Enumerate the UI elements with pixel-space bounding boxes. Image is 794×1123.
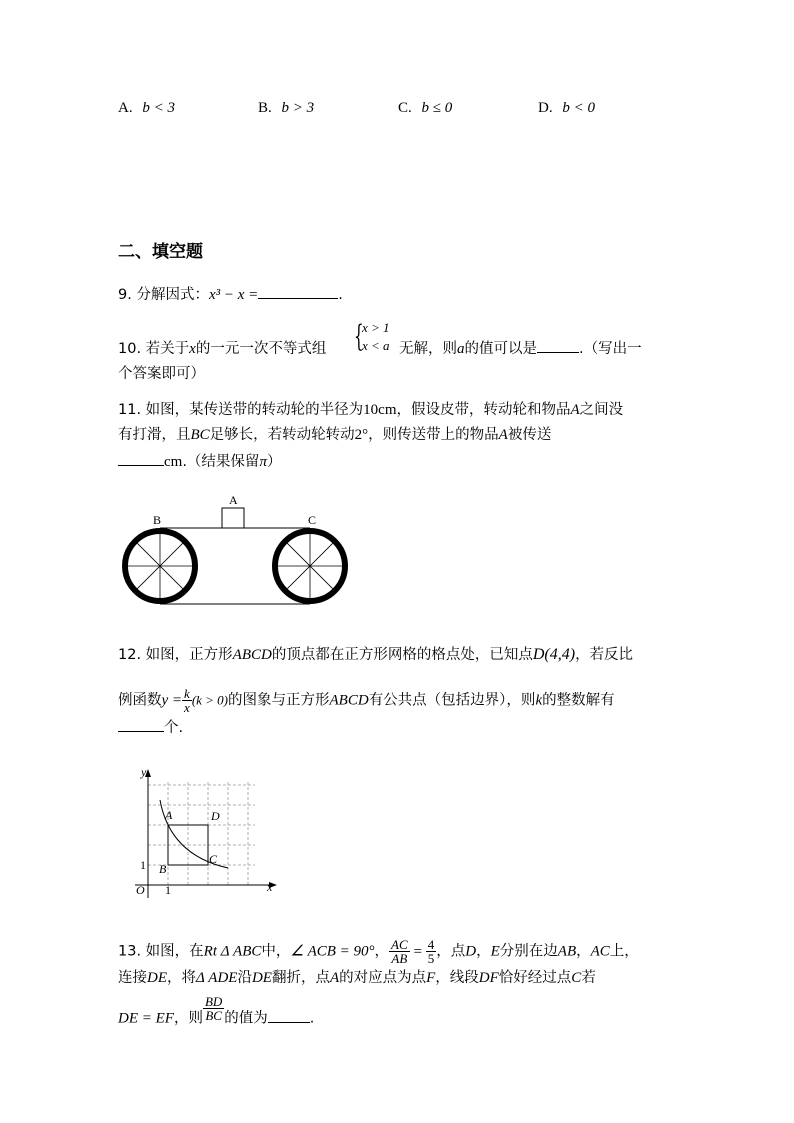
brace: {: [354, 319, 364, 354]
math-value: 2°: [354, 427, 369, 443]
question-number: 10.: [118, 341, 142, 357]
question-text: 的值可以是: [464, 341, 537, 357]
question-text: ，若反比: [575, 647, 634, 663]
math-var: F: [426, 970, 436, 986]
option-d: [538, 100, 595, 117]
question-12-line1: [118, 643, 633, 667]
inequality-2: x < a: [362, 338, 390, 353]
fraction-ac-ab: [389, 938, 410, 965]
option-c: [398, 100, 452, 117]
question-text: ，则: [173, 1010, 203, 1027]
tick-1-x: 1: [165, 883, 171, 897]
fraction-4-5: [426, 938, 437, 965]
math-var: A: [329, 970, 340, 986]
question-text: 如图，正方形: [145, 647, 233, 663]
numerator: BD: [204, 994, 223, 1009]
question-text: 翻折，点: [271, 970, 330, 986]
math-var: E: [490, 943, 500, 960]
question-text: ，: [374, 943, 390, 960]
wheel-left: [125, 531, 195, 601]
math-var: A: [498, 427, 508, 443]
option-letter: C.: [398, 100, 412, 116]
math-expr: Δ ADE: [196, 970, 238, 986]
question-text: .（写出一: [579, 341, 642, 357]
inequality-system: [354, 318, 404, 358]
tick-1-y: 1: [140, 858, 146, 872]
numerator: AC: [391, 937, 408, 952]
conveyor-figure: [115, 490, 360, 615]
fraction-k-over-x: [182, 687, 192, 714]
question-text: 有打滑，且: [118, 427, 191, 443]
numerator: k: [184, 686, 190, 701]
vertex-d: D: [211, 809, 220, 823]
option-a: [118, 100, 175, 117]
denominator: x: [184, 700, 190, 715]
math-var: DF: [478, 970, 499, 986]
question-text: .（结果保留: [182, 454, 260, 470]
math-expr: y =: [161, 692, 183, 709]
question-text: 的对应点为点: [339, 970, 427, 986]
math-expr: Rt Δ ABC: [203, 943, 262, 960]
question-13-line3: [118, 994, 315, 1032]
math-value: 10cm: [363, 402, 397, 418]
question-text: ，线段: [435, 970, 479, 986]
math-var: a: [457, 341, 465, 357]
math-var: C: [571, 970, 582, 986]
math-var: ABCD: [232, 647, 272, 663]
question-text: ，点: [436, 943, 466, 960]
fraction-bd-bc: [203, 995, 224, 1022]
grid-figure: [115, 760, 285, 902]
answer-blank[interactable]: [118, 717, 164, 732]
question-number: 12.: [118, 647, 142, 663]
question-11-line3: [118, 450, 281, 474]
question-number: 13.: [118, 943, 142, 960]
math-var: A: [570, 402, 580, 418]
vertex-c: C: [209, 852, 218, 866]
numerator: 4: [427, 937, 435, 952]
question-text: 若关于: [145, 341, 190, 357]
math-expr: x³ − x =: [208, 287, 259, 303]
question-text: 的顶点都在正方形网格的格点处，已知点: [271, 647, 533, 663]
denominator: AB: [391, 951, 408, 966]
vertex-a: A: [165, 808, 173, 822]
question-text: 若: [581, 970, 596, 986]
question-text: 恰好经过点: [498, 970, 572, 986]
label-b: B: [153, 513, 162, 527]
option-expr: b < 3: [142, 100, 175, 116]
question-text: 沿: [237, 970, 252, 986]
math-var: DE: [251, 970, 272, 986]
question-text: ，: [576, 943, 591, 960]
option-letter: D.: [538, 100, 553, 116]
axis-label-x: x: [267, 880, 273, 894]
label-c: C: [308, 513, 317, 527]
answer-blank[interactable]: [537, 338, 579, 353]
equals: =: [412, 943, 423, 960]
option-expr: b > 3: [281, 100, 315, 116]
question-text: 分别在边: [499, 943, 558, 960]
math-var: BC: [190, 427, 210, 443]
question-text: 例函数: [118, 692, 162, 709]
math-var: D: [465, 943, 477, 960]
denominator: BC: [205, 1008, 222, 1023]
option-letter: A.: [118, 100, 133, 116]
punct: .: [309, 1010, 315, 1027]
question-11-line2: [118, 423, 551, 447]
question-text: 如图，某传送带的转动轮的半径为: [145, 402, 364, 418]
math-expr: DE = EF: [118, 1010, 174, 1027]
question-text: 连接: [118, 970, 147, 986]
inequality-1: x > 1: [362, 320, 390, 335]
denominator: 5: [427, 951, 435, 966]
punct: .: [338, 287, 343, 303]
question-text: 中，: [261, 943, 291, 960]
question-text: 的值为: [224, 1010, 268, 1027]
math-var: x: [189, 341, 196, 357]
math-var: k: [535, 692, 543, 709]
question-10-line2: 个答案即可）: [118, 366, 205, 382]
option-expr: b ≤ 0: [421, 100, 453, 116]
axis-label-y: y: [141, 765, 147, 779]
question-text: ，则传送带上的物品: [368, 427, 499, 443]
question-11-line1: [118, 398, 623, 422]
unit: cm: [164, 454, 183, 470]
question-number: 9.: [118, 287, 132, 303]
answer-blank[interactable]: [118, 451, 164, 466]
question-10-cont: [399, 337, 642, 361]
math-var: AC: [590, 943, 610, 960]
question-text: ，: [476, 943, 491, 960]
label-a: A: [229, 493, 238, 507]
question-13-line2: [118, 966, 596, 990]
question-text: 有公共点（包括边界），则: [368, 692, 536, 709]
math-point: D(4,4): [532, 646, 576, 663]
question-text: 如图，在: [145, 943, 204, 960]
answer-blank[interactable]: [268, 1008, 310, 1023]
option-letter: B.: [258, 100, 272, 116]
question-text: ，将: [167, 970, 196, 986]
math-var: DE: [147, 970, 167, 986]
origin-label: O: [136, 883, 145, 897]
question-text: 被传送: [507, 427, 552, 443]
question-text: 的整数解有: [542, 692, 615, 709]
question-text: 无解，则: [399, 341, 457, 357]
item-a-box: [222, 508, 244, 528]
question-text: 的一元一次不等式组: [195, 341, 327, 357]
math-cond: (k > 0): [191, 692, 229, 708]
question-10: [118, 337, 326, 361]
wheel-right: [275, 531, 345, 601]
question-text: 分解因式：: [136, 287, 209, 303]
question-12-line3: [118, 716, 183, 740]
option-expr: b < 0: [562, 100, 595, 116]
math-var: AB: [557, 943, 577, 960]
question-text: ）: [266, 454, 282, 470]
question-13-line1: [118, 938, 639, 965]
question-text: 之间没: [579, 402, 624, 418]
question-12-line2: [118, 687, 615, 714]
question-text: 个.: [164, 720, 184, 736]
question-text: 的图象与正方形: [228, 692, 330, 709]
question-9: [118, 283, 343, 307]
section-title: 二、填空题: [118, 242, 203, 262]
question-number: 11.: [118, 402, 142, 418]
question-text: 上，: [609, 943, 639, 960]
question-text: 足够长，若转动轮转动: [209, 427, 355, 443]
vertex-b: B: [159, 862, 167, 876]
question-text: ，假设皮带，转动轮和物品: [396, 402, 571, 418]
math-expr: ∠ ACB = 90°: [290, 943, 375, 960]
math-var: ABCD: [329, 692, 369, 709]
option-b: [258, 100, 314, 117]
math-var: π: [259, 454, 267, 470]
answer-blank[interactable]: [258, 284, 338, 299]
